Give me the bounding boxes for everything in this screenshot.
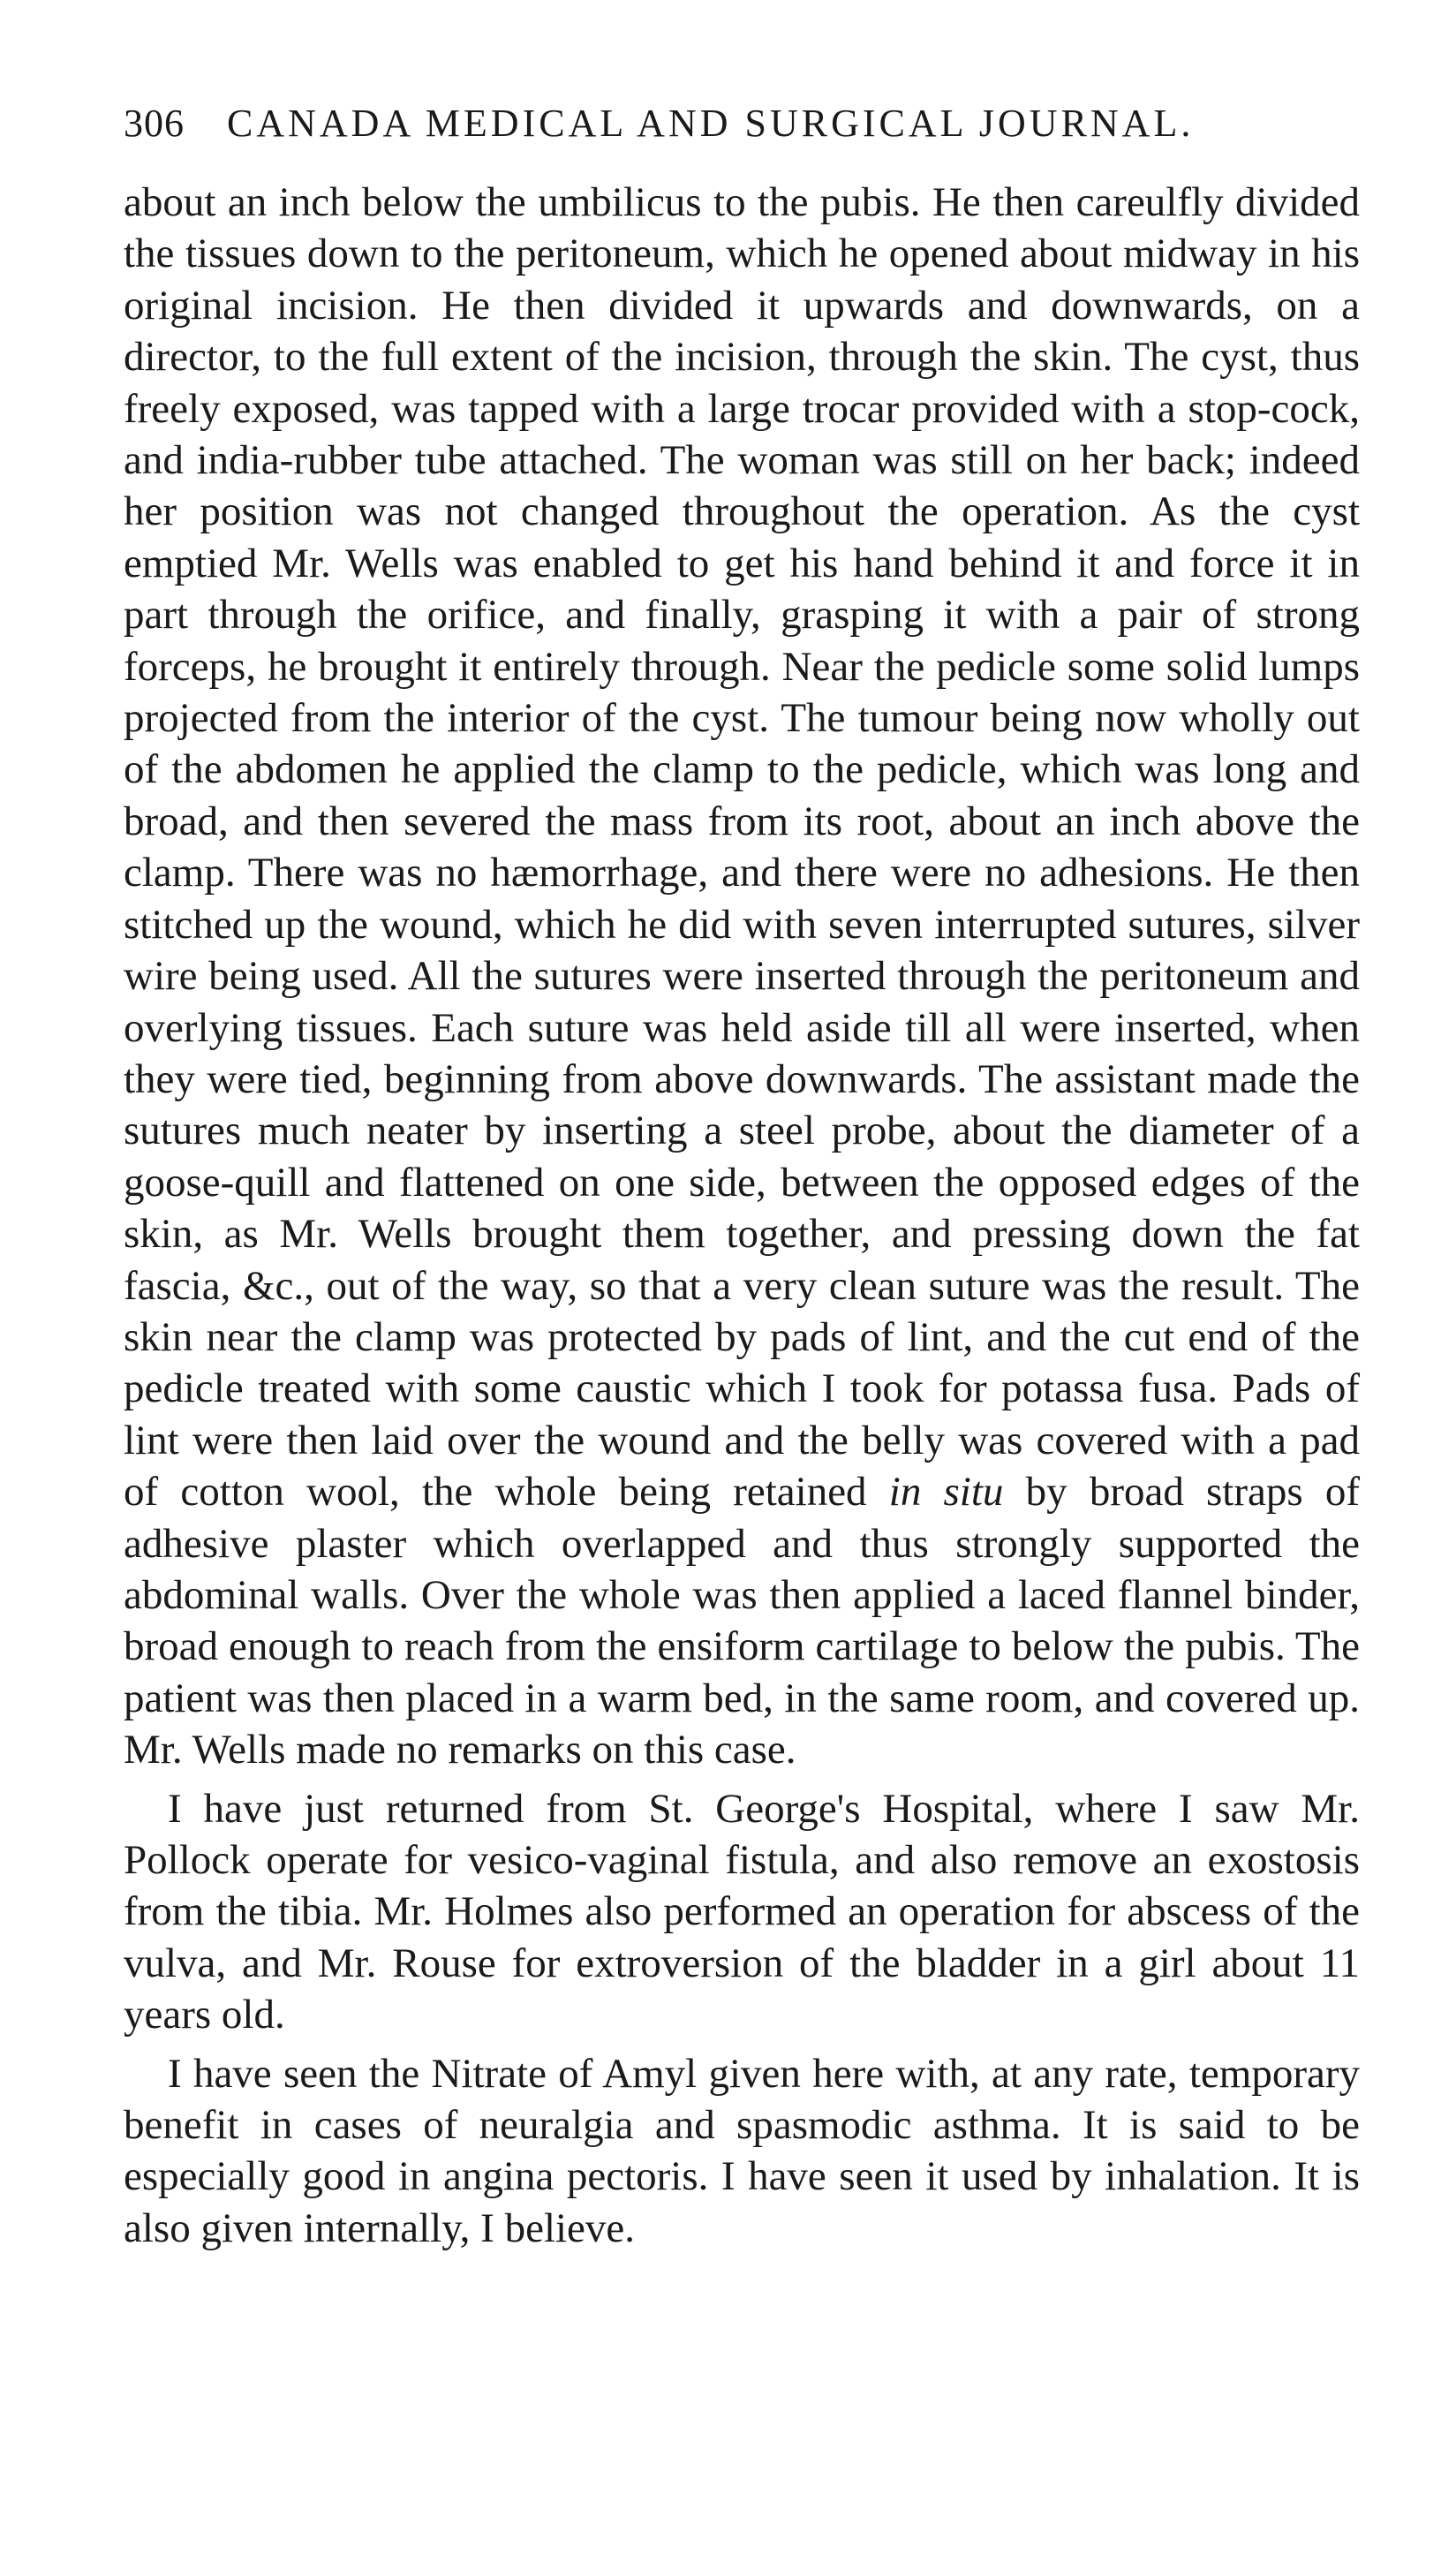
page-number: 306 [124,102,185,145]
paragraph-operation-account [124,177,1360,1776]
paragraph-st-georges: I have just returned from St. George's Hospital, where I saw Mr. Pollock operate for vesico-vaginal fistula, and also remove an exostosis from the tibia. Mr. Holmes also performed an operation for abscess of the vulva, and Mr. Rouse for extroversion of the bladder in a girl about 11 years old. [124,1785,1360,2038]
paragraph-nitrate-of-amyl: I have seen the Nitrate of Amyl given here with, at any rate, temporary benefit in cases of neuralgia and spasmodic asthma. It is said to be especially good in angina pectoris. I have seen it used by inhalation. It is also given internally, I believe. [124,2050,1360,2251]
paragraph-text: by broad straps of adhesive plaster which overlapped and thus strongly supported the abdominal walls. Over the whole was then applied a laced flannel binder, broad enough to reach from the ensiform cartilage to below the pubis. The patient was then placed in a warm bed, in the same room, and covered up. Mr. Wells made no remarks on this case. [124,1469,1361,1773]
article-body [124,177,1360,2254]
running-head [124,97,1360,150]
journal-title: CANADA MEDICAL AND SURGICAL JOURNAL. [227,102,1195,145]
paragraph-text: about an inch below the umbilicus to the pubis. He then careulfly divided the tissues down to the peritoneum, which he opened about midway in his original incision. He then divided it upwards and downwards, on a director, to the full extent of the incision, through the skin. The cyst, thus freely exposed, was tapped with a large trocar provided with a stop-cock, and india-rubber tube attached. The woman was still on her back; indeed her position was not changed throughout the operation. As the cyst emptied Mr. Wells was enabled to get his hand behind it and force it in part through the orifice, and finally, grasping it with a pair of strong forceps, he brought it entirely through. Near the pedicle some solid lumps projected from the interior of the cyst. The tumour being now wholly out of the abdomen he applied the clamp to the pedicle, which was long and broad, and then severed the mass from its root, about an inch above the clamp. There was no hæmorrhage, and there were no adhesions. He then stitched up the wound, which he did with seven interrupted sutures, silver wire being used. All the sutures were inserted through the peritoneum and overlying tissues. Each suture was held aside till all were inserted, when they were tied, beginning from above downwards. The assistant made the sutures much neater by inserting a steel probe, about the diameter of a goose-quill and flattened on one side, between the opposed edges of the skin, as Mr. Wells brought them together, and pressing down the fat fascia, &c., out of the way, so that a very clean suture was the result. The skin near the clamp was protected by pads of lint, and the cut end of the pedicle treated with some caustic which I took for potassa fusa. Pads of lint were then laid over the wound and the belly was covered with a pad of cotton wool, the whole being retained [124,179,1360,1516]
journal-page [124,97,1360,2254]
italic-phrase: in situ [888,1469,1004,1516]
